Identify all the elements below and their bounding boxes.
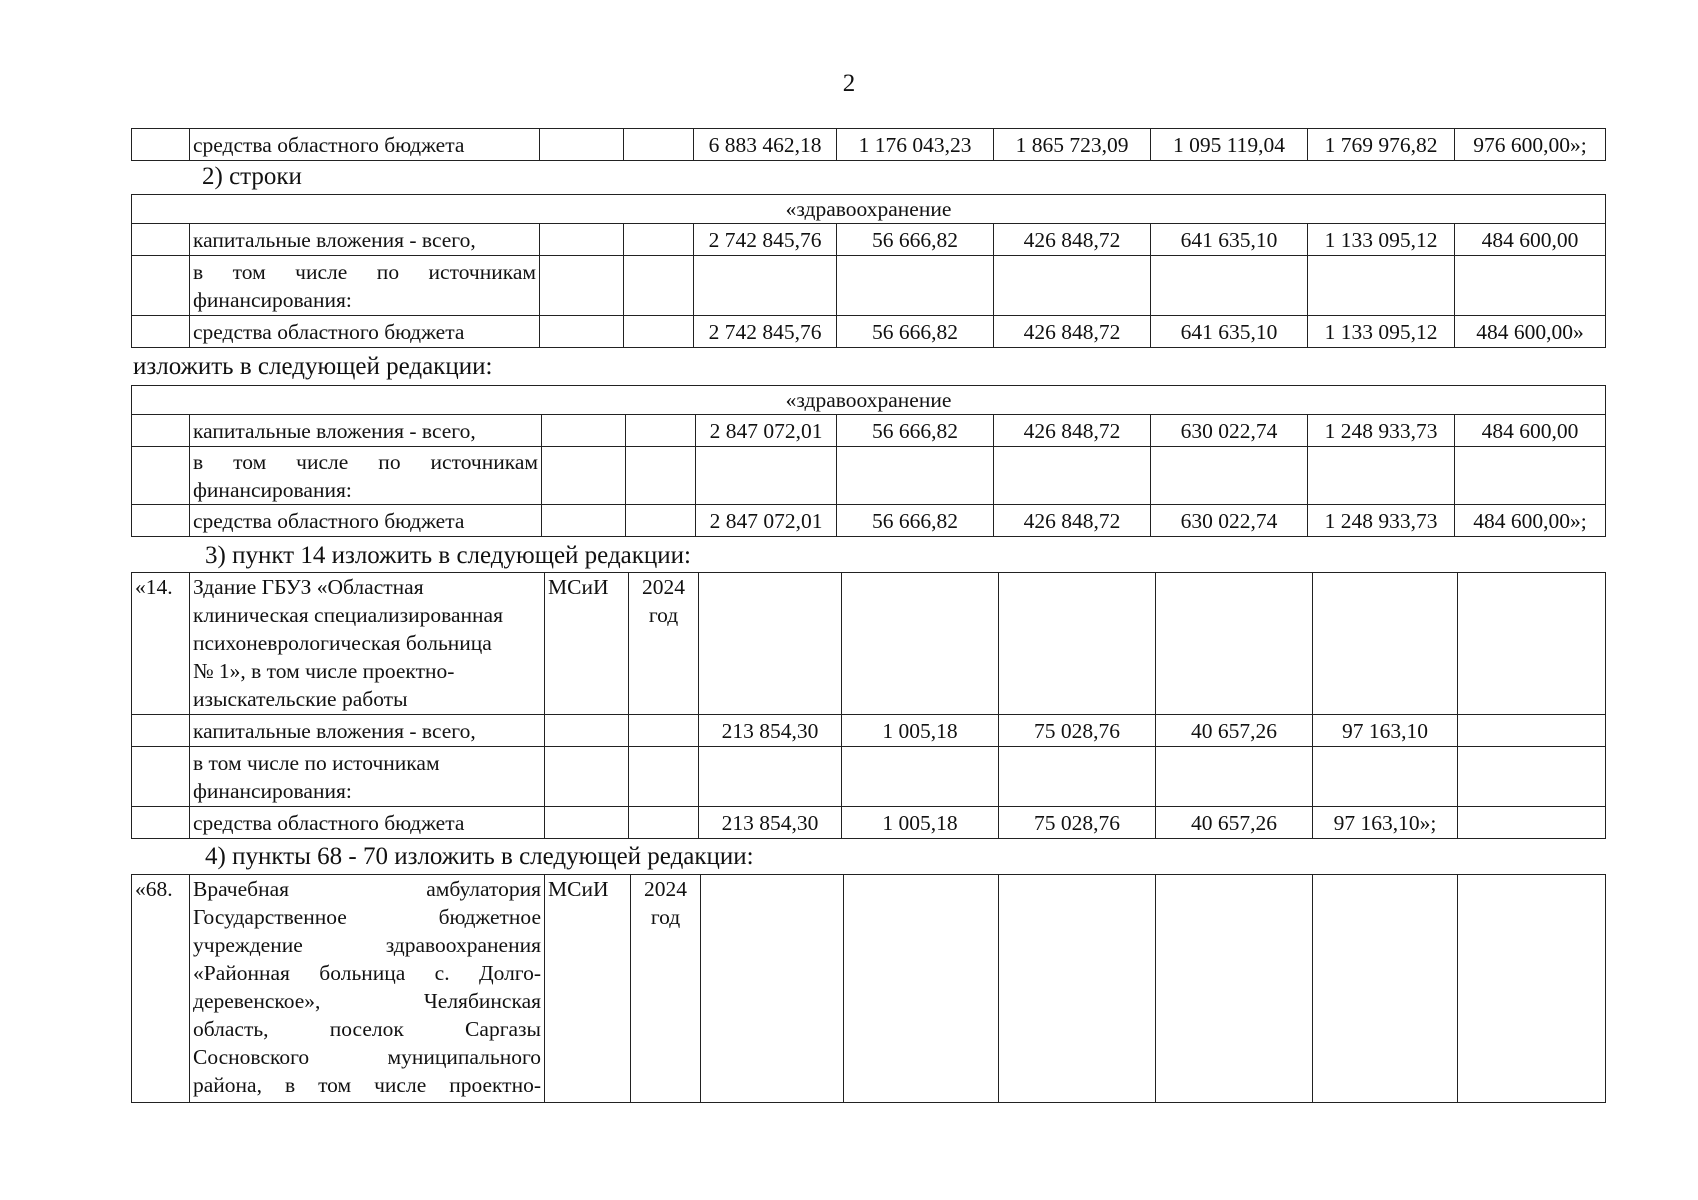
value-cell: 56 666,82 — [837, 224, 994, 256]
value-cell: 630 022,74 — [1151, 505, 1308, 537]
value-cell: 6 883 462,18 — [694, 129, 837, 161]
value-cell: 97 163,10»; — [1313, 807, 1458, 839]
customer: МСиИ — [545, 573, 629, 715]
section-title: «здравоохранение — [132, 386, 1606, 415]
table-block-4 — [131, 572, 1605, 839]
heading-item14: 3) пункт 14 изложить в следующей редакции: — [205, 542, 691, 569]
table-row — [132, 224, 1606, 256]
value-cell: 2 742 845,76 — [694, 316, 837, 348]
value-cell: 976 600,00»; — [1455, 129, 1606, 161]
object-name: Здание ГБУЗ «Областная клиническая специализированная психоневрологическая больница № 1», в том числе проектно- изыскательские работы — [190, 573, 545, 715]
section-title: «здравоохранение — [132, 195, 1606, 224]
table-row — [132, 316, 1606, 348]
table-row — [132, 415, 1606, 447]
value-cell — [1458, 807, 1606, 839]
page-number: 2 — [842, 70, 856, 97]
row-label: в том числе по источникам финансирования: — [190, 447, 542, 505]
value-cell: 1 005,18 — [842, 807, 999, 839]
row-label: средства областного бюджета — [190, 807, 545, 839]
table-row — [132, 747, 1606, 807]
table-block-3 — [131, 385, 1605, 537]
row-label: средства областного бюджета — [190, 316, 540, 348]
value-cell: 1 176 043,23 — [837, 129, 994, 161]
value-cell: 630 022,74 — [1151, 415, 1308, 447]
row-label: капитальные вложения - всего, — [190, 224, 540, 256]
value-cell: 1 865 723,09 — [994, 129, 1151, 161]
row-label: в том числе по источникам финансирования: — [190, 747, 545, 807]
value-cell: 484 600,00»; — [1455, 505, 1606, 537]
table-row — [132, 505, 1606, 537]
value-cell: 213 854,30 — [699, 807, 842, 839]
value-cell: 1 248 933,73 — [1308, 505, 1455, 537]
value-cell: 426 848,72 — [994, 316, 1151, 348]
value-cell: 426 848,72 — [994, 224, 1151, 256]
table-row — [132, 715, 1606, 747]
value-cell: 56 666,82 — [837, 415, 994, 447]
table-row — [132, 256, 1606, 316]
value-cell: 484 600,00 — [1455, 415, 1606, 447]
value-cell: 1 133 095,12 — [1308, 316, 1455, 348]
value-cell: 56 666,82 — [837, 505, 994, 537]
value-cell: 2 847 072,01 — [696, 415, 837, 447]
value-cell: 641 635,10 — [1151, 224, 1308, 256]
row-label: капитальные вложения - всего, — [190, 715, 545, 747]
value-cell: 97 163,10 — [1313, 715, 1458, 747]
heading-edition: изложить в следующей редакции: — [133, 353, 493, 380]
table-row — [132, 129, 1606, 161]
heading-strings: 2) строки — [202, 163, 302, 190]
value-cell: 40 657,26 — [1156, 715, 1313, 747]
item-number: «68. — [132, 875, 190, 1103]
value-cell: 56 666,82 — [837, 316, 994, 348]
value-cell: 213 854,30 — [699, 715, 842, 747]
table-row — [132, 447, 1606, 505]
table-block-5 — [131, 874, 1605, 1103]
table-block-2 — [131, 194, 1605, 348]
value-cell: 484 600,00 — [1455, 224, 1606, 256]
value-cell: 426 848,72 — [994, 505, 1151, 537]
value-cell: 1 769 976,82 — [1308, 129, 1455, 161]
value-cell: 40 657,26 — [1156, 807, 1313, 839]
section-row — [132, 386, 1606, 415]
value-cell: 1 005,18 — [842, 715, 999, 747]
value-cell — [1458, 715, 1606, 747]
item-number: «14. — [132, 573, 190, 715]
value-cell: 1 248 933,73 — [1308, 415, 1455, 447]
value-cell: 426 848,72 — [994, 415, 1151, 447]
customer: МСиИ — [545, 875, 631, 1103]
value-cell: 2 847 072,01 — [696, 505, 837, 537]
object-name: Врачебная амбулатория Государственное бюджетное учреждение здравоохранения «Районная больница с. Долго- деревенское», Челябинская область, поселок Саргазы Сосновского муниципального района, в том числе проектно- — [190, 875, 545, 1103]
value-cell: 484 600,00» — [1455, 316, 1606, 348]
value-cell: 641 635,10 — [1151, 316, 1308, 348]
section-row — [132, 195, 1606, 224]
value-cell: 1 133 095,12 — [1308, 224, 1455, 256]
value-cell: 1 095 119,04 — [1151, 129, 1308, 161]
row-label: средства областного бюджета — [190, 505, 542, 537]
table-row — [132, 573, 1606, 715]
table-row — [132, 875, 1606, 1103]
table-row — [132, 807, 1606, 839]
value-cell: 2 742 845,76 — [694, 224, 837, 256]
year: 2024 год — [631, 875, 701, 1103]
table-block-1 — [131, 128, 1605, 161]
value-cell: 75 028,76 — [999, 715, 1156, 747]
row-label: в том числе по источникам финансирования: — [190, 256, 540, 316]
year: 2024 год — [629, 573, 699, 715]
row-label: капитальные вложения - всего, — [190, 415, 542, 447]
heading-items68: 4) пункты 68 - 70 изложить в следующей редакции: — [205, 843, 754, 870]
row-label: средства областного бюджета — [190, 129, 540, 161]
value-cell: 75 028,76 — [999, 807, 1156, 839]
